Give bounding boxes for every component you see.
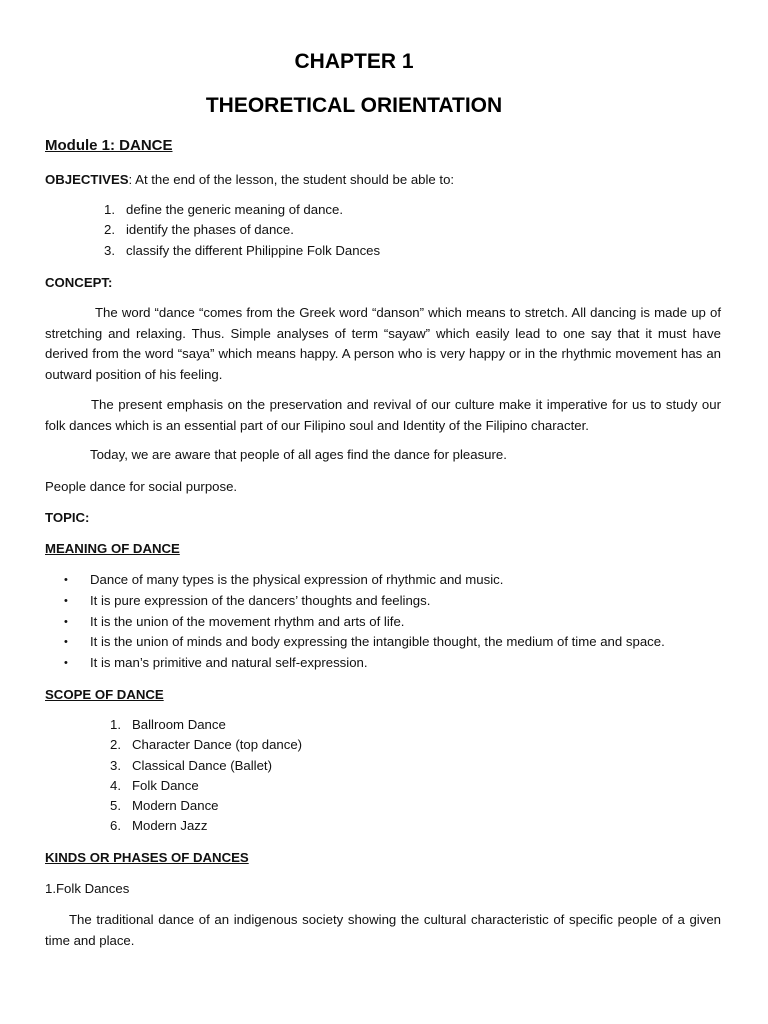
- concept-paragraph-3: Today, we are aware that people of all ages find the dance for pleasure.: [90, 447, 507, 462]
- objectives-list: [104, 200, 380, 261]
- objectives-label: OBJECTIVES: [45, 172, 129, 187]
- chapter-heading: CHAPTER 1: [294, 50, 414, 73]
- concept-paragraph-2: The present emphasis on the preservation and revival of our culture make it imperative for us to study our folk dances which is an essential part of our Filipino soul and Identity of the Filipino character.: [45, 397, 721, 433]
- list-item: 6. Modern Jazz: [110, 818, 208, 834]
- scope-heading: SCOPE OF DANCE: [45, 687, 164, 702]
- list-item: 5. Modern Dance: [110, 798, 219, 814]
- kinds-heading: KINDS OR PHASES OF DANCES: [45, 850, 249, 865]
- objectives-text: : At the end of the lesson, the student should be able to:: [128, 172, 455, 187]
- concept-paragraph-1: The word “dance “comes from the Greek word “danson” which means to stretch. All dancing is made up of stretching and relaxing. Thus. Simple analyses of term “sayaw” which easily lead to one say that it must have derived from the word “saya” which means happy. A person who is very happy or in the rhythmic movement has an outward position of his feeling.: [45, 305, 721, 382]
- list-item: • It is pure expression of the dancers’ thoughts and feelings.: [64, 592, 431, 608]
- list-item: • It is the union of minds and body expressing the intangible thought, the medium of time and space.: [64, 634, 665, 650]
- meaning-list: [64, 570, 665, 674]
- list-item: • It is the union of the movement rhythm and arts of life.: [64, 613, 405, 629]
- module-heading: Module 1: DANCE: [45, 137, 173, 154]
- scope-list: [110, 715, 302, 837]
- chapter-title: THEORETICAL ORIENTATION: [205, 94, 503, 117]
- list-item: 3. Classical Dance (Ballet): [110, 757, 272, 773]
- concept-paragraph-4: People dance for social purpose.: [45, 479, 238, 494]
- list-item: 3. classify the different Philippine Folk Dances: [104, 242, 381, 258]
- list-item: • It is man’s primitive and natural self-expression.: [64, 655, 368, 671]
- kinds-paragraph-1: The traditional dance of an indigenous society showing the cultural characteristic of specific people of a given time and place.: [45, 912, 721, 948]
- list-item: • Dance of many types is the physical expression of rhythmic and music.: [64, 572, 504, 587]
- list-item: 1. define the generic meaning of dance.: [104, 202, 344, 217]
- list-item: 2. identify the phases of dance.: [104, 222, 294, 238]
- objectives-line: [45, 172, 454, 187]
- list-item: 4. Folk Dance: [110, 777, 199, 793]
- list-item: 2. Character Dance (top dance): [110, 737, 303, 753]
- topic-label: TOPIC:: [45, 510, 90, 525]
- concept-label: CONCEPT:: [45, 275, 113, 290]
- list-item: 1. Ballroom Dance: [110, 717, 226, 732]
- meaning-heading: MEANING OF DANCE: [45, 541, 180, 556]
- kinds-subheading: 1.Folk Dances: [45, 881, 130, 896]
